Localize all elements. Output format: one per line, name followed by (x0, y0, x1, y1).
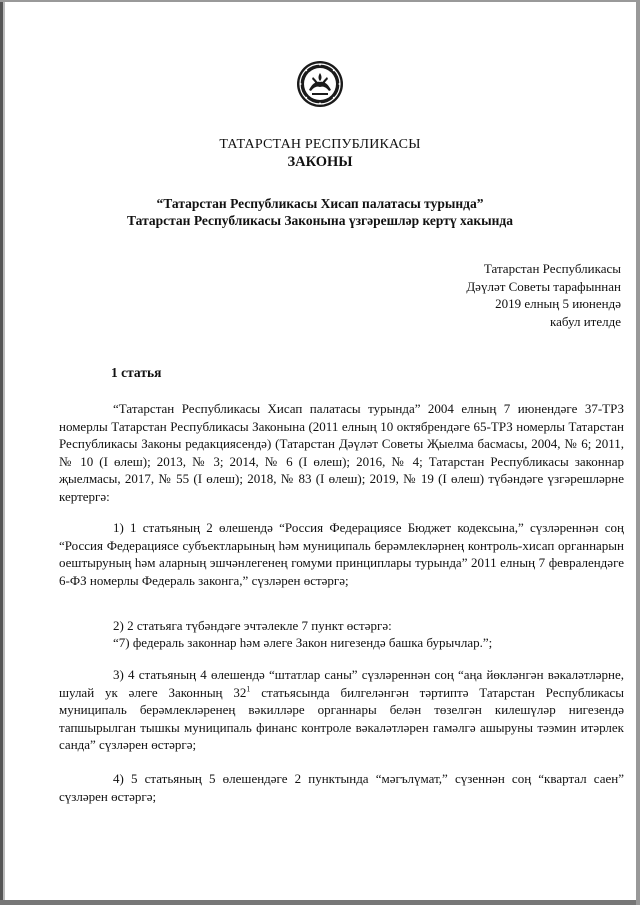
article-heading: 1 статья (111, 365, 162, 380)
article-item-3 (59, 666, 624, 754)
article-intro-paragraph: “Татарстан Республикасы Хисап палатасы турында” 2004 елның 7 июнендәге 37-ТРЗ номерлы Татарстан Республикасы Законына (2011 елның 10 октябрендәге 65-ТРЗ номерлы Татарстан Республикасы Законы редакциясендә) (Татарстан Дәүләт Советы Җыелма басмасы, 2004, № 6; 2011, № 10 (I өлеш); 2013, № 3; 2014, № 6 (I өлеш); 2016, № 4; Татарстан Республикасы законнар җыелмасы, 2017, № 55 (I өлеш); 2018, № 83 (I өлеш); 2019, № 19 (I өлеш) түбәндәге үзгәрешләрне кертергә: (59, 401, 624, 504)
adoption-date: 2019 елның 5 июнендә (495, 296, 621, 311)
article-item-3-part-1: 3) 4 статьяның 4 өлешендә “штатлар саны” сүзләреннән соң “аңа йөкләнгән вәкаләтләрне, шулай ук әлеге Законның 32 (59, 667, 624, 700)
adoption-line-2: Дәүләт Советы тарафыннан (466, 278, 621, 294)
adoption-line-4: кабул ителде (550, 313, 621, 329)
law-title-line-2: Татарстан Республикасы Законына үзгәрешләр кертү хакында (127, 213, 513, 228)
republic-heading: ТАТАРСТАН РЕСПУБЛИКАСЫ (219, 137, 421, 152)
article-item-1: 1) 1 статьяның 2 өлешендә “Россия Федерациясе Бюджет кодексына,” сүзләреннән соң “Россия Федерациясе субъектларының һәм муниципаль берәмлекләрнең контроль-хисап органнарын оештыруның һәм аларның эшчәнлегенең гомуми принциплары турында” 2011 елның 7 февралендәге 6-ФЗ номерлы Федераль законга,” сүзләрен өстәргә; (59, 520, 624, 588)
doc-type-heading: ЗАКОНЫ (287, 154, 353, 170)
tatarstan-coat-of-arms-icon (296, 60, 344, 108)
adoption-block (466, 260, 621, 330)
article-item-2-quote: “7) федераль законнар һәм әлеге Закон нигезендә башка бурычлар.”; (113, 635, 493, 650)
article-item-2: 2) 2 статьяга түбәндәге эчтәлекле 7 пункт өстәргә: (113, 618, 392, 633)
law-title-line-1: “Татарстан Республикасы Хисап палатасы турында” (156, 196, 484, 211)
adoption-line-1: Татарстан Республикасы (483, 261, 621, 276)
article-item-3-superscript: 1 (246, 684, 251, 694)
article-item-3-part-2: статьясында билгеләнгән тәртиптә Татарстан Республикасы муниципаль берәмлекләренең вәкилләре органнары белән төзелгән килешүләр нигезендә тапшырылган тышкы муниципаль финанс контроле вәкаләтләрен гамәлгә ашыруны тәэмин итәрлек санда” сүзләрен өстәргә; (59, 684, 624, 752)
article-item-4: 4) 5 статьяның 5 өлешендәге 2 пунктында “мәгълүмат,” сүзеннән соң “квартал саен” сүзләрен өстәргә; (59, 771, 624, 804)
